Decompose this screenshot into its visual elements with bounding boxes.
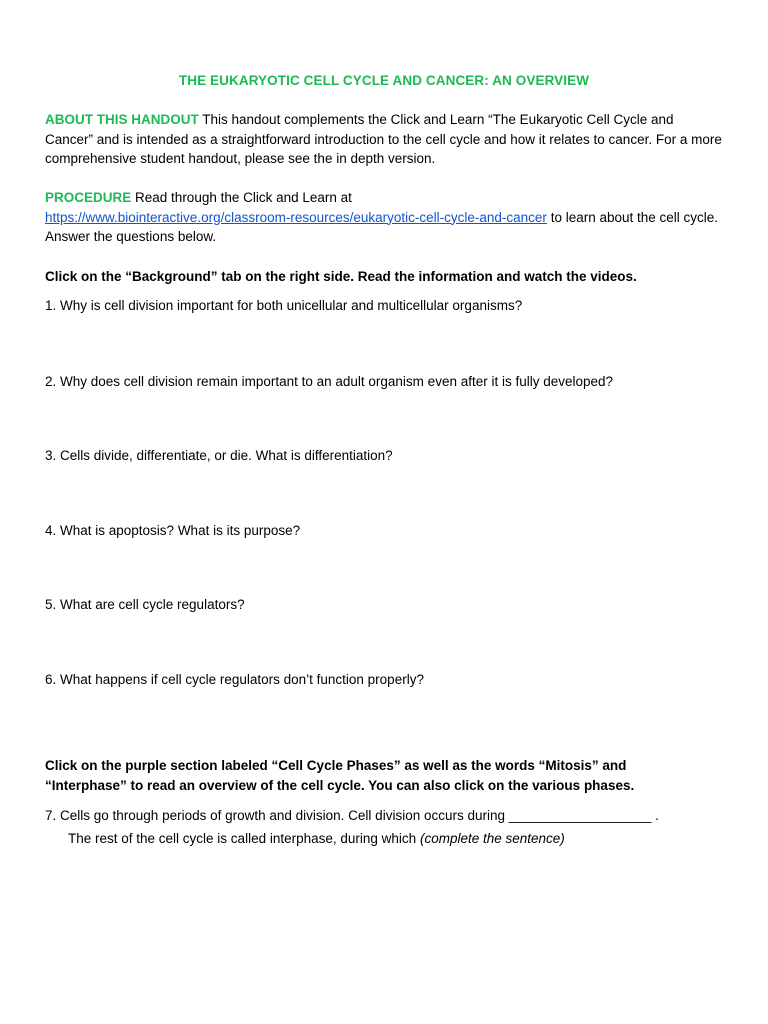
- question-7-continuation: [68, 829, 728, 848]
- procedure-paragraph: [45, 188, 725, 247]
- document-title: THE EUKARYOTIC CELL CYCLE AND CANCER: AN OVERVIEW: [178, 73, 590, 88]
- procedure-text-after: to learn about the cell cycle. Answer the questions below.: [45, 209, 719, 244]
- background-instruction: Click on the “Background” tab on the right side. Read the information and watch the videos.: [45, 269, 637, 284]
- question-5: 5. What are cell cycle regulators?: [45, 597, 245, 612]
- question-4: 4. What is apoptosis? What is its purpose?: [45, 523, 301, 538]
- question-7-line2: The rest of the cell cycle is called interphase, during which: [68, 831, 417, 846]
- about-text: This handout complements the Click and Learn “The Eukaryotic Cell Cycle and Cancer” and is intended as a straightforward introduction to the cell cycle and how it relates to cancer. For a more comprehensive student handout, please see the in depth version.: [45, 112, 722, 166]
- question-2: 2. Why does cell division remain important to an adult organism even after it is fully developed?: [45, 374, 614, 389]
- about-label: ABOUT THIS HANDOUT: [45, 112, 199, 127]
- procedure-text-before: Read through the Click and Learn at: [135, 190, 352, 205]
- question-1: 1. Why is cell division important for both unicellular and multicellular organisms?: [45, 298, 523, 313]
- click-and-learn-link[interactable]: https://www.biointeractive.org/classroom-resources/eukaryotic-cell-cycle-and-cancer: [45, 209, 547, 225]
- phases-instruction: Click on the purple section labeled “Cell Cycle Phases” as well as the words “Mitosis” and “Interphase” to read an overview of the cell cycle. You can also click on the various phases.: [45, 758, 635, 793]
- question-6: 6. What happens if cell cycle regulators don’t function properly?: [45, 672, 424, 687]
- about-paragraph: [45, 110, 725, 169]
- procedure-label: PROCEDURE: [45, 190, 132, 205]
- question-7: 7. Cells go through periods of growth and division. Cell division occurs during ___________________ .: [45, 808, 659, 823]
- question-3: 3. Cells divide, differentiate, or die. What is differentiation?: [45, 448, 393, 463]
- question-7-italic-note: (complete the sentence): [419, 831, 565, 846]
